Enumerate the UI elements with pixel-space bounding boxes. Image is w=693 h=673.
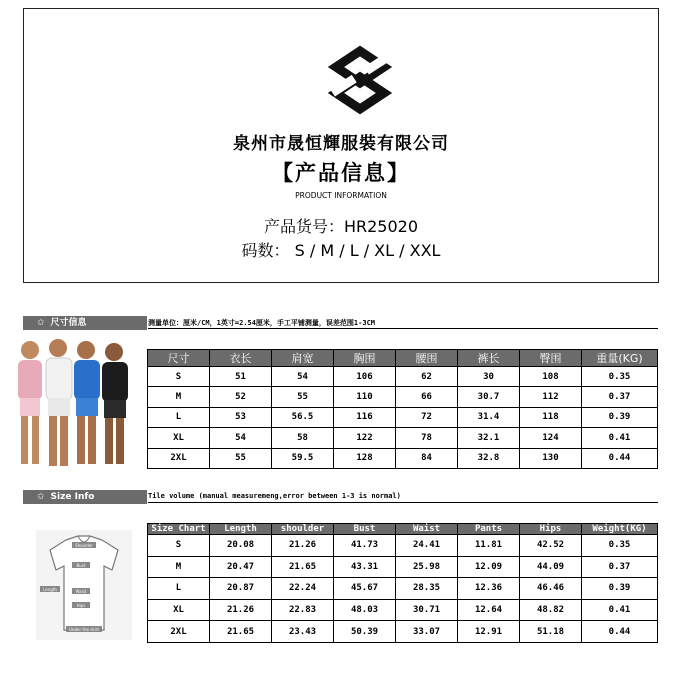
table-row [148,407,658,427]
value-cell: 53 [210,407,272,427]
table-row [148,535,658,557]
value-cell: 42.52 [520,535,582,557]
size-cell: 2XL [148,448,210,468]
value-cell: 122 [334,428,396,448]
info-title: 【产品信息】 [272,160,410,185]
cn-section-label: 尺寸信息 [50,318,87,328]
value-cell: 72 [396,407,458,427]
table-row [148,599,658,621]
header-cell: 重量(KG) [582,350,658,367]
value-cell: 23.43 [272,621,334,643]
value-cell: 128 [334,448,396,468]
value-cell: 0.41 [582,428,658,448]
table-row [148,367,658,387]
model-photo [8,330,136,480]
size-cell: M [148,556,210,578]
value-cell: 51.18 [520,621,582,643]
en-section-bar [23,490,147,504]
header-cell: 裤长 [458,350,520,367]
value-cell: 54 [210,428,272,448]
value-cell: 106 [334,367,396,387]
diagram-label-waist: Waist [75,589,87,594]
value-cell: 0.44 [582,621,658,643]
size-cell: 2XL [148,621,210,643]
value-cell: 130 [520,448,582,468]
value-cell: 0.35 [582,535,658,557]
value-cell: 0.39 [582,578,658,600]
header-cell: Pants [458,524,520,535]
cn-size-table [147,349,658,469]
diagram-label-shoulder: Shoulder [75,543,93,548]
diagram-label-hips: Hips [76,603,86,608]
value-cell: 11.81 [458,535,520,557]
company-name: 泉州市晟恒輝服裝有限公司 [233,134,449,154]
value-cell: 25.98 [396,556,458,578]
value-cell: 21.65 [210,621,272,643]
value-cell: 66 [396,387,458,407]
header-cell: Weight(KG) [582,524,658,535]
value-cell: 32.1 [458,428,520,448]
size-cell: XL [148,428,210,448]
value-cell: 12.09 [458,556,520,578]
size-cell: S [148,367,210,387]
diagram-label-under-skirt: Under the skirt [69,627,99,632]
product-code: 产品货号：HR25020 [263,217,419,236]
value-cell: 12.36 [458,578,520,600]
value-cell: 30 [458,367,520,387]
star-icon: ✩ [37,492,45,502]
brand-logo [328,45,392,115]
en-section-label: Size Info [50,492,95,502]
value-cell: 0.41 [582,599,658,621]
value-cell: 28.35 [396,578,458,600]
value-cell: 12.64 [458,599,520,621]
table-row [148,448,658,468]
diagram-label-length: Length [43,587,57,592]
header-cell: 肩宽 [272,350,334,367]
product-info-card [23,8,659,283]
table-row [148,556,658,578]
value-cell: 116 [334,407,396,427]
en-measure-note: Tile volume (manual measuremeng,error between 1-3 is normal) [148,492,401,500]
header-cell: 腰围 [396,350,458,367]
en-header-row [148,524,658,535]
value-cell: 112 [520,387,582,407]
cn-note-underline [148,328,658,329]
value-cell: 22.83 [272,599,334,621]
info-subtitle: PRODUCT INFORMATION [295,191,387,200]
cn-measure-note: 测量单位：厘米/CM，1英寸=2.54厘米，手工平铺测量，误差范围1-3CM [148,319,376,327]
value-cell: 118 [520,407,582,427]
value-cell: 30.7 [458,387,520,407]
size-cell: L [148,407,210,427]
value-cell: 0.35 [582,367,658,387]
value-cell: 58 [272,428,334,448]
table-row [148,578,658,600]
table-row [148,387,658,407]
value-cell: 52 [210,387,272,407]
header-cell: 衣长 [210,350,272,367]
diagram-label-bust: Bust [76,563,86,568]
value-cell: 0.39 [582,407,658,427]
star-icon: ✩ [37,318,45,328]
value-cell: 51 [210,367,272,387]
value-cell: 32.8 [458,448,520,468]
value-cell: 24.41 [396,535,458,557]
header-cell: shoulder [272,524,334,535]
value-cell: 45.67 [334,578,396,600]
header-cell: Bust [334,524,396,535]
header-cell: 尺寸 [148,350,210,367]
table-row [148,621,658,643]
value-cell: 48.82 [520,599,582,621]
value-cell: 12.91 [458,621,520,643]
size-cell: M [148,387,210,407]
garment-diagram [36,530,132,640]
value-cell: 62 [396,367,458,387]
size-cell: XL [148,599,210,621]
value-cell: 55 [272,387,334,407]
cn-header-row [148,350,658,367]
value-cell: 48.03 [334,599,396,621]
value-cell: 46.46 [520,578,582,600]
size-range: 码数： S / M / L / XL / XXL [241,241,441,260]
value-cell: 84 [396,448,458,468]
value-cell: 21.65 [272,556,334,578]
value-cell: 31.4 [458,407,520,427]
header-cell: Size Chart [148,524,210,535]
value-cell: 110 [334,387,396,407]
size-cell: S [148,535,210,557]
size-cell: L [148,578,210,600]
header-cell: 胸围 [334,350,396,367]
value-cell: 44.09 [520,556,582,578]
value-cell: 21.26 [210,599,272,621]
table-row [148,428,658,448]
value-cell: 30.71 [396,599,458,621]
header-cell: Waist [396,524,458,535]
value-cell: 20.08 [210,535,272,557]
value-cell: 124 [520,428,582,448]
en-note-underline [148,502,658,503]
cn-section-bar [23,316,147,330]
value-cell: 108 [520,367,582,387]
value-cell: 78 [396,428,458,448]
value-cell: 22.24 [272,578,334,600]
value-cell: 54 [272,367,334,387]
header-cell: 臀围 [520,350,582,367]
header-cell: Length [210,524,272,535]
header-cell: Hips [520,524,582,535]
value-cell: 56.5 [272,407,334,427]
value-cell: 55 [210,448,272,468]
en-size-table [147,523,658,643]
value-cell: 0.37 [582,387,658,407]
value-cell: 0.37 [582,556,658,578]
value-cell: 50.39 [334,621,396,643]
value-cell: 33.07 [396,621,458,643]
value-cell: 20.87 [210,578,272,600]
value-cell: 21.26 [272,535,334,557]
value-cell: 0.44 [582,448,658,468]
value-cell: 41.73 [334,535,396,557]
value-cell: 59.5 [272,448,334,468]
value-cell: 43.31 [334,556,396,578]
value-cell: 20.47 [210,556,272,578]
